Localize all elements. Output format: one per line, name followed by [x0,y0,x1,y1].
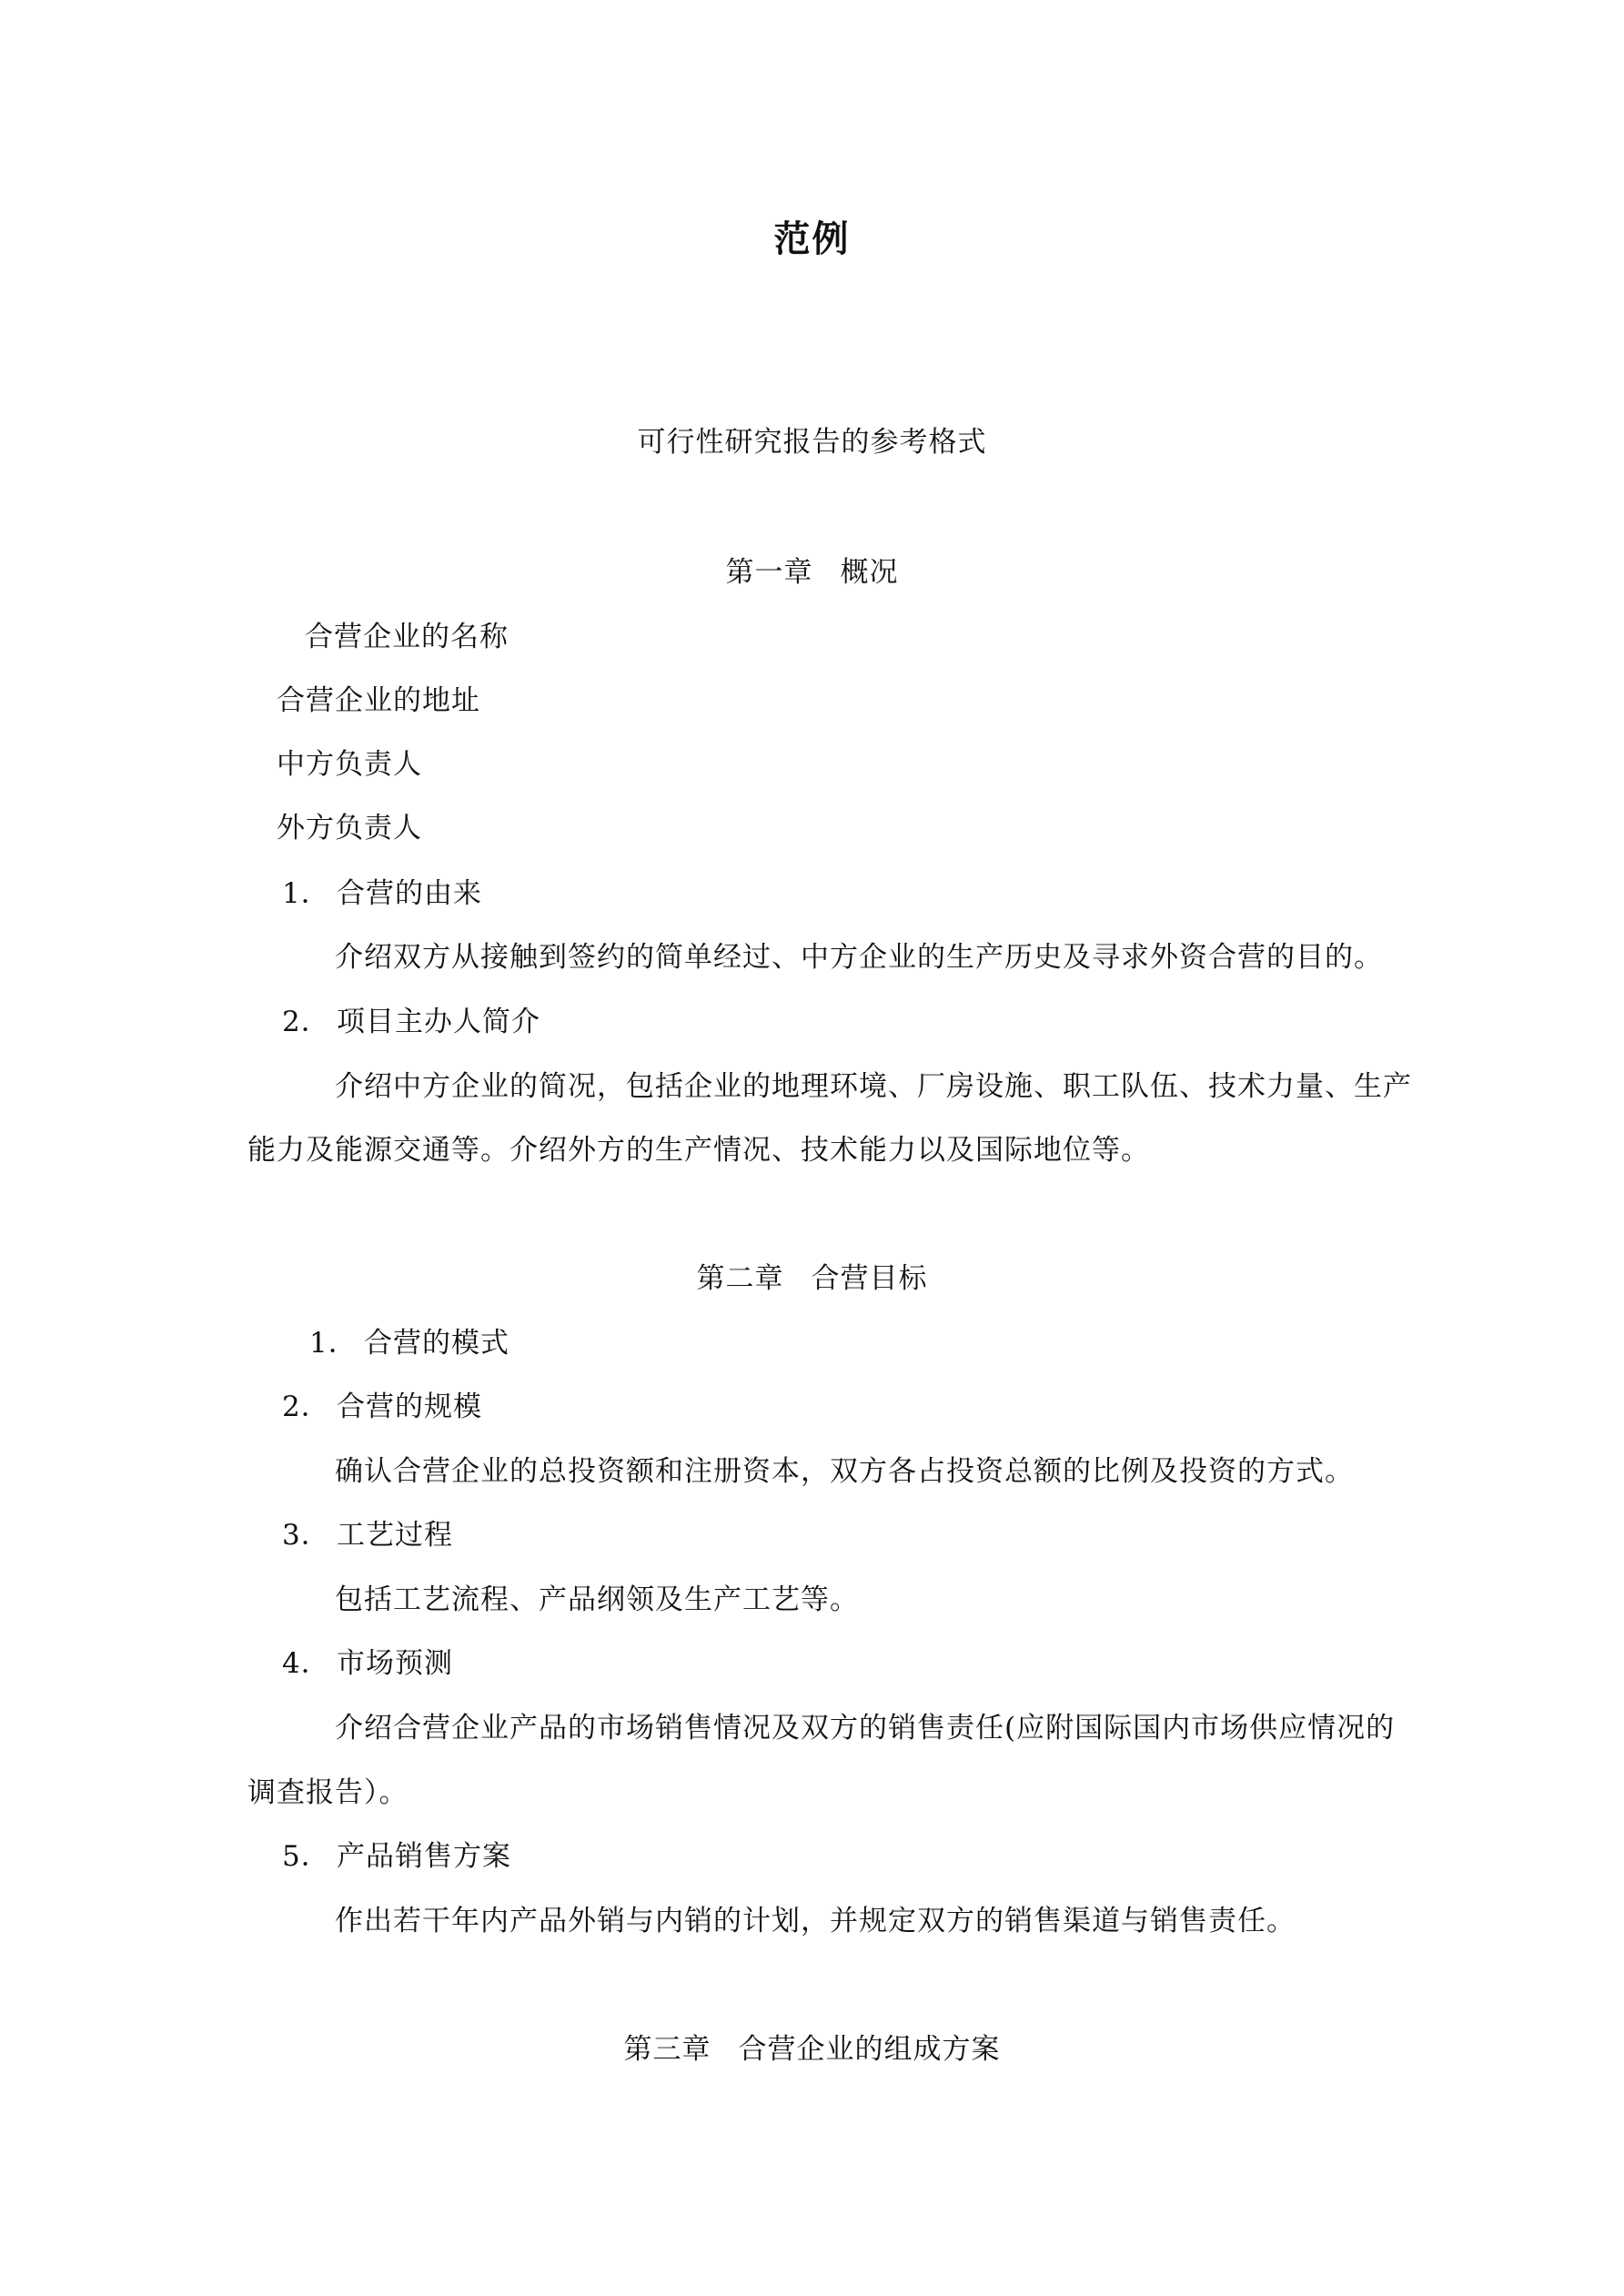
chapter-1-name: 概况 [840,556,899,589]
chapter-3-number: 第三章 [623,2033,711,2066]
item-label: 项目主办人简介 [337,1006,540,1038]
chapter-1-heading [0,554,1624,591]
item-number: 3． [282,1519,330,1552]
chapter-2-item-2-description: 确认合营企业的总投资额和注册资本，双方各占投资总额的比例及投资的方式。 [335,1455,1354,1488]
chapter-3-heading [0,2031,1624,2068]
item-label: 产品销售方案 [337,1840,511,1873]
item-number: 1． [309,1327,358,1360]
field-jv-name: 合营企业的名称 [305,621,509,653]
item-number: 2． [282,1006,330,1038]
field-foreign-representative: 外方负责人 [277,812,422,845]
chapter-2-item-5-description: 作出若干年内产品外销与内销的计划，并规定双方的销售渠道与销售责任。 [335,1905,1296,1937]
document-title: 范例 [773,218,851,260]
chapter-2-heading [0,1260,1624,1297]
chapter-2-item-3 [282,1517,453,1553]
item-number: 4． [282,1647,330,1680]
chapter-1-item-2 [282,1004,540,1040]
item-number: 5． [282,1840,330,1873]
document-subtitle: 可行性研究报告的参考格式 [637,426,987,459]
field-jv-address: 合营企业的地址 [277,684,480,717]
chapter-2-name: 合营目标 [811,1262,928,1295]
field-chinese-representative: 中方负责人 [277,748,422,781]
item-label: 合营的模式 [364,1327,509,1360]
chapter-1-item-2-description-line-1: 介绍中方企业的简况，包括企业的地理环境、厂房设施、职工队伍、技术力量、生产 [335,1070,1412,1103]
item-number: 1． [282,877,330,910]
chapter-2-item-4-description-line-2: 调查报告）。 [247,1776,409,1809]
chapter-2-item-4 [282,1645,453,1682]
item-label: 合营的由来 [337,877,482,910]
item-number: 2． [282,1391,330,1423]
chapter-3-name: 合营企业的组成方案 [738,2033,1001,2066]
chapter-1-number: 第一章 [725,556,813,589]
item-label: 合营的规模 [337,1391,482,1423]
chapter-1-item-2-description-line-2: 能力及能源交通等。介绍外方的生产情况、技术能力以及国际地位等。 [247,1134,1150,1167]
chapter-2-number: 第二章 [696,1262,784,1295]
chapter-2-item-3-description: 包括工艺流程、产品纲领及生产工艺等。 [335,1583,859,1616]
chapter-1-item-1 [282,875,482,912]
item-label: 工艺过程 [337,1519,453,1552]
chapter-2-item-1 [309,1325,509,1361]
chapter-2-item-2 [282,1389,482,1425]
chapter-2-item-4-description-line-1: 介绍合营企业产品的市场销售情况及双方的销售责任(应附国际国内市场供应情况的 [335,1712,1396,1745]
chapter-2-item-5 [282,1838,511,1875]
item-label: 市场预测 [337,1647,453,1680]
chapter-1-item-1-description: 介绍双方从接触到签约的简单经过、中方企业的生产历史及寻求外资合营的目的。 [335,941,1383,974]
